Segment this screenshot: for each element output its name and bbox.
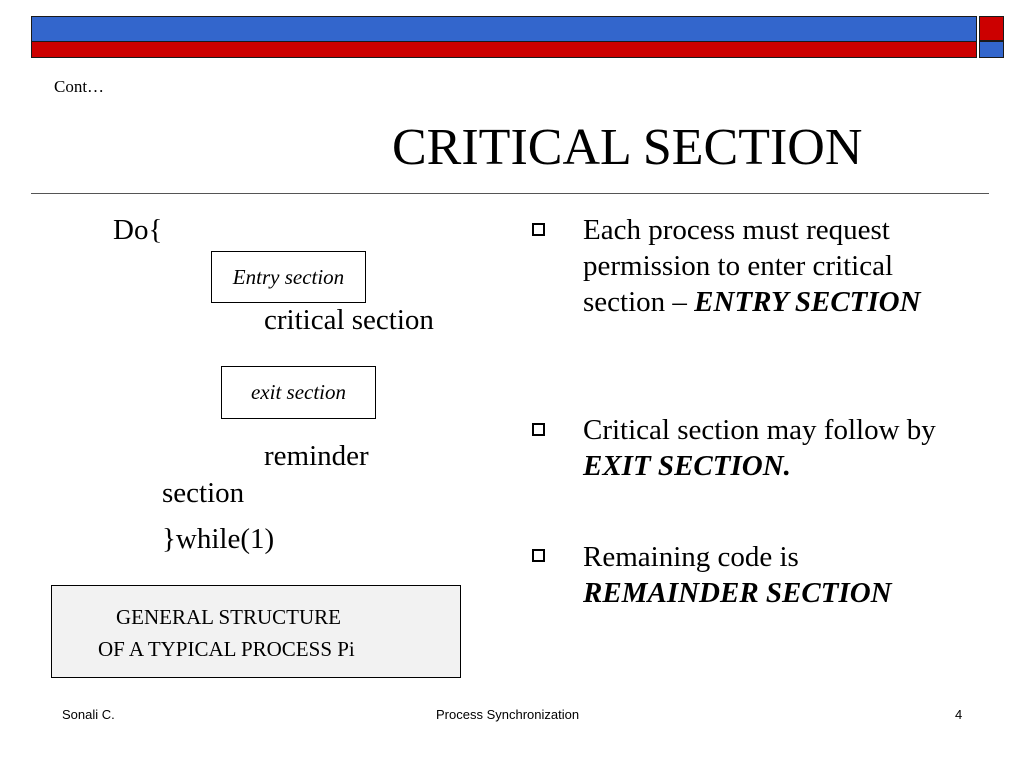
code-while: }while(1) (162, 523, 275, 555)
bullet-emphasis: REMAINDER SECTION (583, 577, 892, 609)
footer-author: Sonali C. (62, 707, 115, 722)
exit-section-box: exit section (221, 366, 376, 419)
caption-line-1: GENERAL STRUCTURE (116, 605, 341, 629)
structure-caption (51, 585, 461, 678)
hollow-square-bullet-icon (532, 423, 545, 436)
bullet-text: Remaining code is (583, 541, 799, 573)
code-do: Do{ (113, 214, 163, 246)
footer-page-number: 4 (955, 707, 963, 722)
entry-section-box: Entry section (211, 251, 366, 303)
bullet-item (583, 539, 978, 611)
caption-line-2: OF A TYPICAL PROCESS Pi (98, 637, 355, 661)
footer-topic: Process Synchronization (436, 707, 580, 722)
code-critical-section: critical section (264, 304, 434, 336)
bullet-emphasis: ENTRY SECTION (694, 286, 921, 318)
code-reminder-section: section (162, 477, 245, 509)
bullet-item (583, 212, 978, 320)
bullet-text: Critical section may follow by (583, 414, 936, 446)
continuation-label: Cont… (54, 77, 105, 96)
hollow-square-bullet-icon (532, 549, 545, 562)
hollow-square-bullet-icon (532, 223, 545, 236)
header-red-bar (31, 42, 977, 58)
corner-blue-square (979, 41, 1004, 58)
slide-title: CRITICAL SECTION (392, 119, 863, 176)
bullet-emphasis: EXIT SECTION. (583, 450, 791, 482)
bullet-text: Each process must request permission to enter critical section – (583, 214, 894, 318)
title-divider (31, 193, 989, 194)
header-blue-bar (31, 16, 977, 42)
corner-red-square (979, 16, 1004, 41)
bullet-item (583, 412, 978, 484)
code-reminder: reminder (264, 440, 369, 472)
